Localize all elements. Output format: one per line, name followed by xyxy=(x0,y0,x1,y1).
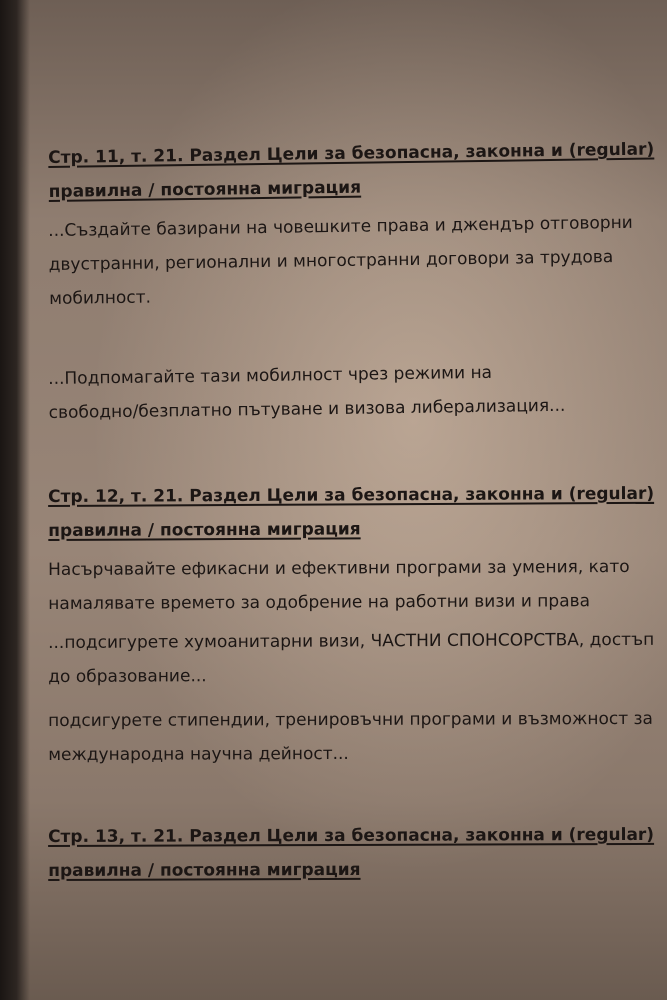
heading-line: правилна / постоянна миграция xyxy=(48,519,361,541)
paragraph-labor-mobility-agreements xyxy=(48,206,634,316)
heading-line: правилна / постоянна миграция xyxy=(48,859,361,881)
heading-line: Стр. 13, т. 21. Раздел Цели за безопасна, законна и (regular) xyxy=(48,824,655,847)
paragraph-line: ...подсигурете хумоанитарни визи, ЧАСТНИ СПОНСОРСТВА, достъп xyxy=(48,629,655,653)
paragraph-visa-liberalization xyxy=(48,355,566,430)
heading-line: правилна / постоянна миграция xyxy=(48,177,362,202)
section-heading-page-11 xyxy=(48,133,655,209)
heading-line: Стр. 12, т. 21. Раздел Цели за безопасна, законна и (regular) xyxy=(48,483,655,507)
section-heading-page-13 xyxy=(48,818,654,888)
paragraph-humanitarian-visas xyxy=(48,623,654,694)
paragraph-line: международна научна дейност... xyxy=(48,743,349,765)
paragraph-line: двустранни, регионални и многостранни договори за трудова xyxy=(48,247,614,275)
paragraph-scholarships xyxy=(48,702,653,772)
section-heading-page-12 xyxy=(48,477,654,548)
paragraph-line: до образование... xyxy=(48,666,207,687)
paragraph-line: мобилност. xyxy=(49,287,152,309)
page-edge-shadow xyxy=(0,0,30,1000)
paragraph-line: подсигурете стипендии, тренировъчни програми и възможност за xyxy=(48,708,653,731)
paragraph-line: намалявате времето за одобрение на работни визи и права xyxy=(48,591,591,614)
paragraph-line: свободно/безплатно пътуване и визова либерализация... xyxy=(48,395,566,423)
paragraph-skills-programs xyxy=(48,550,630,621)
paragraph-line: ...Създайте базирани на човешките права и джендър отговорни xyxy=(48,212,633,241)
paragraph-line: Насърчавайте ефикасни и ефективни програми за умения, като xyxy=(48,556,630,580)
heading-line: Стр. 11, т. 21. Раздел Цели за безопасна, законна и (regular) xyxy=(48,139,655,168)
paragraph-line: ...Подпомагайте тази мобилност чрез режими на xyxy=(48,362,493,389)
